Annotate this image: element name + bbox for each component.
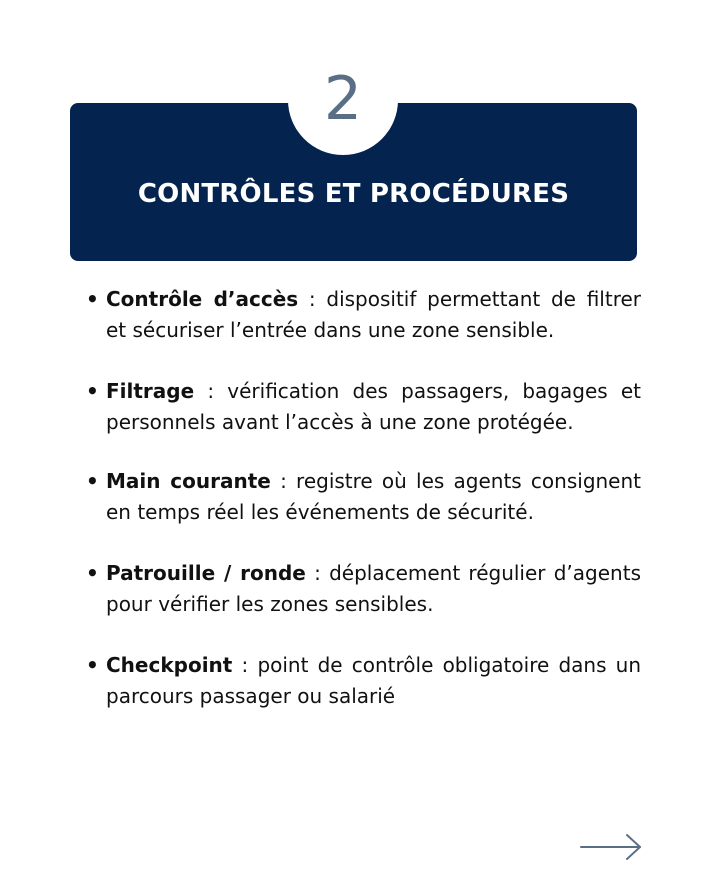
list-item xyxy=(84,558,641,620)
item-separator: : xyxy=(298,287,327,311)
slide-number-badge xyxy=(288,45,398,155)
bullet-icon: • xyxy=(86,379,99,403)
item-term: Filtrage xyxy=(106,379,195,403)
slide-number: 2 xyxy=(323,64,363,134)
item-separator: : xyxy=(305,561,330,585)
page-title: CONTRÔLES ET PROCÉDURES xyxy=(137,179,570,209)
bullet-icon: • xyxy=(86,469,99,493)
arrow-right-icon[interactable] xyxy=(580,832,644,862)
item-definition: déplacement régulier d’agents pour vérifier les zones sensibles. xyxy=(106,561,641,616)
item-separator: : xyxy=(194,379,228,403)
bullet-icon: • xyxy=(86,653,99,677)
definition-list xyxy=(84,284,641,712)
list-item xyxy=(84,466,641,528)
list-item xyxy=(84,376,641,438)
list-item xyxy=(84,284,641,346)
item-definition: dispositif permettant de filtrer et sécuriser l’entrée dans une zone sensible. xyxy=(106,287,642,342)
list-item xyxy=(84,650,641,712)
item-term: Main courante xyxy=(106,469,271,493)
item-term: Contrôle d’accès xyxy=(106,287,299,311)
item-definition: point de contrôle obligatoire dans un parcours passager ou salarié xyxy=(106,653,642,708)
bullet-icon: • xyxy=(86,561,99,585)
item-separator: : xyxy=(270,469,297,493)
item-term: Checkpoint xyxy=(106,653,233,677)
item-definition: vérification des passagers, bagages et personnels avant l’accès à une zone protégée. xyxy=(106,379,641,434)
item-separator: : xyxy=(232,653,258,677)
item-term: Patrouille / ronde xyxy=(106,561,306,585)
bullet-icon: • xyxy=(86,287,99,311)
item-definition: registre où les agents consignent en temps réel les événements de sécurité. xyxy=(106,469,642,524)
